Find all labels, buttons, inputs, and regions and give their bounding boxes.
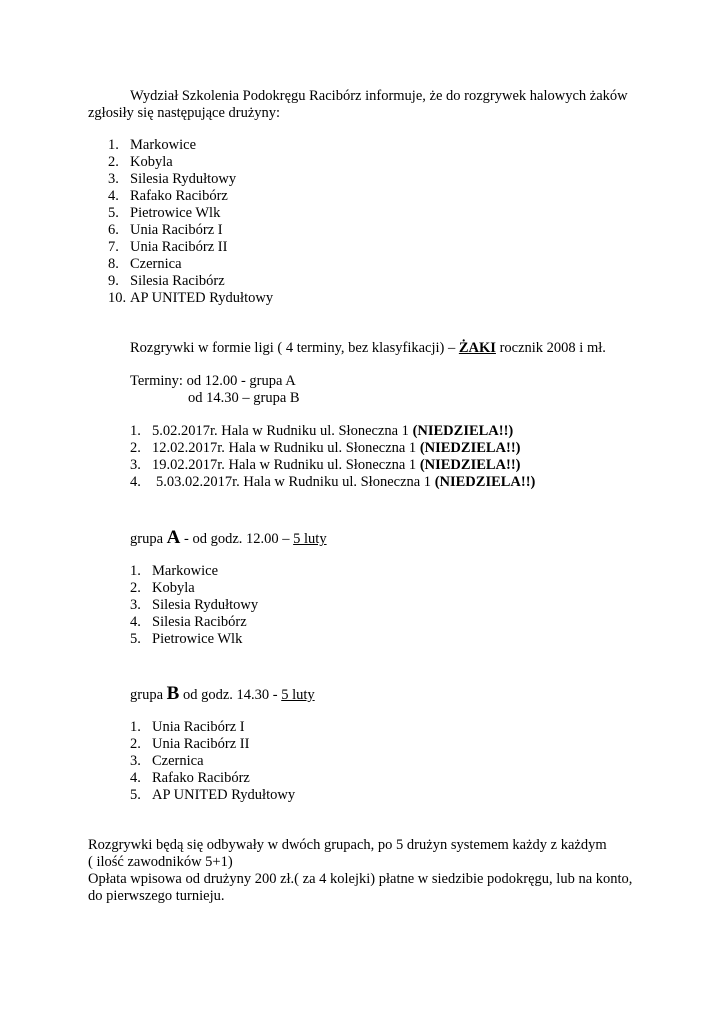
terms-line-1: Terminy: od 12.00 - grupa A xyxy=(130,373,296,389)
intro-line-1: Wydział Szkolenia Podokręgu Racibórz informuje, że do rozgrywek halowych żaków xyxy=(130,88,628,104)
list-item: 3. Silesia Rydułtowy xyxy=(108,171,237,187)
list-item: 5. Pietrowice Wlk xyxy=(108,205,221,221)
list-item: 1. 5.02.2017r. Hala w Rudniku ul. Słoneczna 1 (NIEDZIELA!!) xyxy=(130,423,514,439)
list-item: 6. Unia Racibórz I xyxy=(108,222,223,238)
list-item: 1. Unia Racibórz I xyxy=(130,719,245,735)
list-item: 2. Unia Racibórz II xyxy=(130,736,250,752)
terms-line-2: od 14.30 – grupa B xyxy=(188,390,300,406)
list-item: 2. Kobyla xyxy=(108,154,173,170)
list-item: 3. Silesia Rydułtowy xyxy=(130,597,259,613)
list-item: 4. Rafako Racibórz xyxy=(130,770,250,786)
group-a-heading: grupa A - od godz. 12.00 – 5 luty xyxy=(130,527,327,548)
list-item: 2. Kobyla xyxy=(130,580,195,596)
age-category: ŻAKI xyxy=(458,340,496,356)
intro-line-2: zgłosiły się następujące drużyny: xyxy=(88,105,281,121)
footer-line-4: do pierwszego turnieju. xyxy=(88,888,225,904)
list-item: 2. 12.02.2017r. Hala w Rudniku ul. Słoneczna 1 (NIEDZIELA!!) xyxy=(130,440,521,456)
list-item: 8. Czernica xyxy=(108,256,182,272)
format-line: Rozgrywki w formie ligi ( 4 terminy, bez klasyfikacji) – ŻAKI rocznik 2008 i mł. xyxy=(130,340,606,356)
list-item: 9. Silesia Racibórz xyxy=(108,273,225,289)
list-item: 7. Unia Racibórz II xyxy=(108,239,228,255)
footer-line-1: Rozgrywki będą się odbywały w dwóch grupach, po 5 drużyn systemem każdy z każdym xyxy=(88,837,607,853)
list-item: 1. Markowice xyxy=(130,563,219,579)
list-item: 3. Czernica xyxy=(130,753,204,769)
list-item: 10. AP UNITED Rydułtowy xyxy=(108,290,274,306)
list-item: 3. 19.02.2017r. Hala w Rudniku ul. Słoneczna 1 (NIEDZIELA!!) xyxy=(130,457,521,473)
list-item: 1. Markowice xyxy=(108,137,197,153)
list-item: 4. Rafako Racibórz xyxy=(108,188,228,204)
list-item: 4. 5.03.02.2017r. Hala w Rudniku ul. Słoneczna 1 (NIEDZIELA!!) xyxy=(130,474,536,490)
footer-line-3: Opłata wpisowa od drużyny 200 zł.( za 4 kolejki) płatne w siedzibie podokręgu, lub na konto, xyxy=(88,871,633,887)
list-item: 4. Silesia Racibórz xyxy=(130,614,247,630)
footer-line-2: ( ilość zawodników 5+1) xyxy=(88,854,233,870)
list-item: 5. Pietrowice Wlk xyxy=(130,631,243,647)
list-item: 5. AP UNITED Rydułtowy xyxy=(130,787,296,803)
group-b-heading: grupa B od godz. 14.30 - 5 luty xyxy=(130,683,315,704)
